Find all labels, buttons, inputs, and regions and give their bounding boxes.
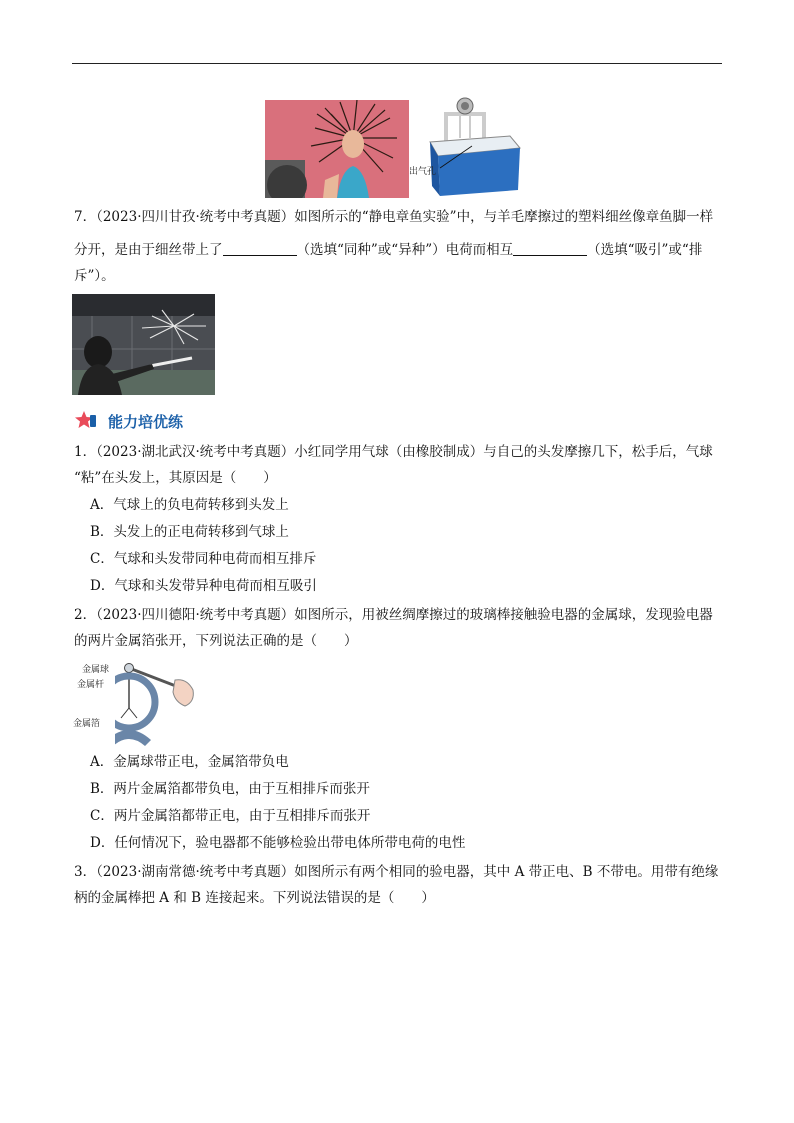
q1-option-d[interactable]: D．气球和头发带异种电荷而相互吸引 <box>90 578 317 594</box>
q7-line1: 7．（2023·四川甘孜·统考中考真题）如图所示的“静电章鱼实验”中，与羊毛摩擦过的塑料细丝像章鱼脚一样 <box>74 209 714 225</box>
q2-line1: 2．（2023·四川德阳·统考中考真题）如图所示，用被丝绸摩擦过的玻璃棒接触验电器的金属球，发现验电器 <box>74 607 713 623</box>
static-octopus-photo <box>72 294 215 395</box>
q3-line2: 柄的金属棒把 A 和 B 连接起来。下列说法错误的是（ ） <box>74 890 435 906</box>
header-rule <box>72 63 722 64</box>
q2-option-b[interactable]: B．两片金属箔都带负电，由于互相排斥而张开 <box>90 781 370 797</box>
q7-line3: 斥”）。 <box>74 268 115 284</box>
q2-option-a[interactable]: A．金属球带正电，金属箔带负电 <box>90 754 289 770</box>
vent-label: 出气孔 <box>409 167 437 177</box>
q3-line1: 3．（2023·湖南常德·统考中考真题）如图所示有两个相同的验电器，其中 A 带正电、B 不带电。用带有绝缘 <box>74 864 719 880</box>
q1-line1: 1．（2023·湖北武汉·统考中考真题）小红同学用气球（由橡胶制成）与自己的头发摩擦几下，松手后，气球 <box>74 444 713 460</box>
section-title: 能力培优练 <box>108 413 184 431</box>
label-metal-foil: 金属箔 <box>73 719 101 729</box>
q7-blank-2[interactable] <box>513 241 587 256</box>
static-generator-figure <box>410 94 522 198</box>
q1-option-a[interactable]: A．气球上的负电荷转移到头发上 <box>90 497 289 513</box>
q2-line2: 的两片金属箔张开，下列说法正确的是（ ） <box>74 633 358 649</box>
q2-option-d[interactable]: D．任何情况下，验电器都不能够检验出带电体所带电荷的电性 <box>90 835 466 851</box>
static-hair-photo <box>265 100 409 198</box>
section-star-icon <box>75 410 99 430</box>
q7-blank-1[interactable] <box>223 241 297 256</box>
q1-line2: “粘”在头发上，其原因是（ ） <box>74 470 277 486</box>
q1-option-c[interactable]: C．气球和头发带同种电荷而相互排斥 <box>90 551 317 567</box>
q7-line2: 分开，是由于细丝带上了 （选填“同种”或“异种”）电荷而相互 （选填“吸引”或“排 <box>74 242 703 258</box>
q1-option-b[interactable]: B．头发上的正电荷转移到气球上 <box>90 524 289 540</box>
q2-option-c[interactable]: C．两片金属箔都带正电，由于互相排斥而张开 <box>90 808 371 824</box>
electroscope-figure <box>115 656 197 748</box>
label-metal-rod: 金属杆 <box>77 680 105 690</box>
label-metal-ball: 金属球 <box>82 665 110 675</box>
